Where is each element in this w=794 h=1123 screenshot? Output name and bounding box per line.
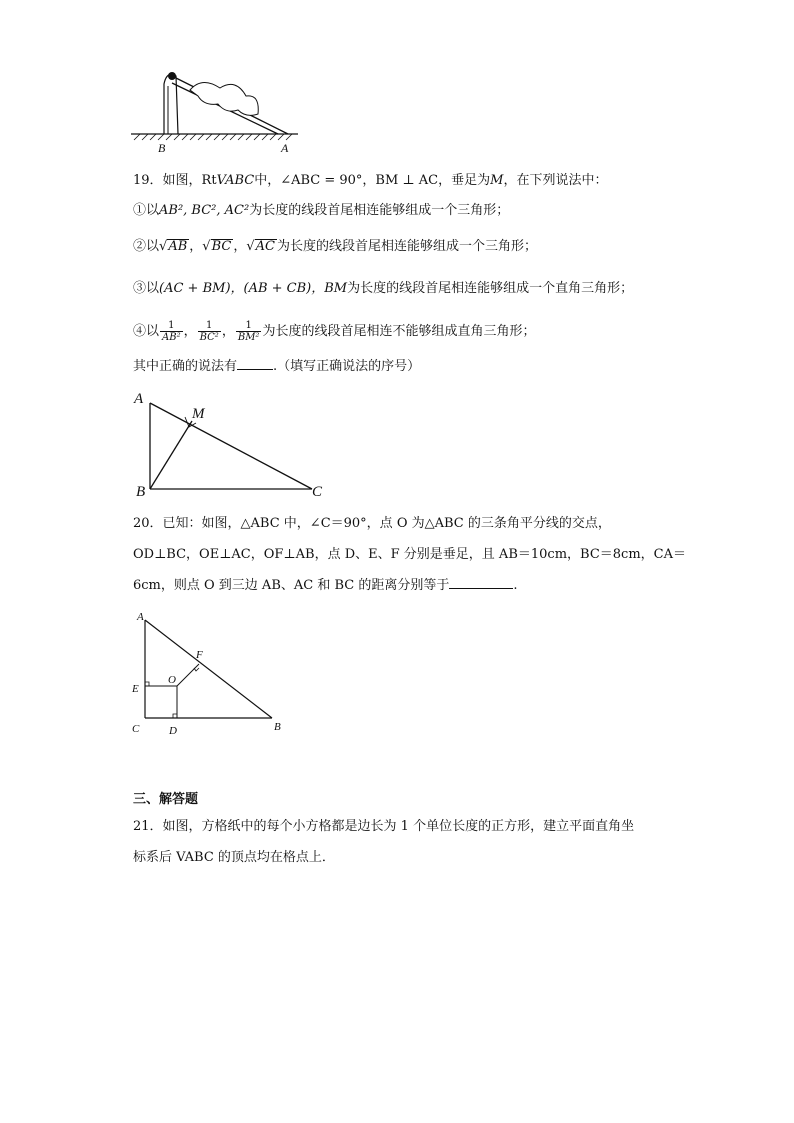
answer-blank-19[interactable] [237, 357, 273, 370]
label-b: B [136, 484, 146, 500]
q21-line-1: 21．如图，方格纸中的每个小方格都是边长为 1 个单位长度的正方形，建立平面直角坐 [133, 819, 635, 834]
ladder-figure [128, 66, 303, 156]
q19-option-4: ④以 $\frac{1}{\text{AB²}}$ ， $\frac{1}{\text{BC²}}$ ， $\frac{1}{\text{BM²}}$ 为长度的线段首尾相连不能够组成直角三角形； [133, 320, 536, 343]
label-m: M [192, 406, 205, 422]
triangle-figure-20 [128, 606, 293, 741]
q19-option-1: ①以AB², BC², AC²为长度的线段首尾相连能够组成一个三角形； [133, 203, 510, 218]
fraction-ab: $\frac{1}{\text{AB²}}$ [162, 320, 181, 343]
q20-line-1: 20．已知：如图，△ABC 中，∠C＝90°，点 O 为△ABC 的三条角平分线的交点， [133, 516, 611, 531]
q19-option-3: ③以(AC + BM)，(AB + CB)，BM为长度的线段首尾相连能够组成一个直角三角形； [133, 281, 634, 296]
label-f: F [196, 649, 203, 661]
q19-ask: 其中正确的说法有 .（填写正确说法的序号） [133, 359, 421, 374]
label-b: B [274, 721, 281, 733]
section-title: 三、解答题 [133, 792, 199, 807]
triangle-figure-19 [128, 385, 333, 503]
label-d: D [169, 725, 177, 737]
q20-line-3: 6cm，则点 O 到三边 AB、AC 和 BC 的距离分别等于 . [133, 578, 518, 593]
q20-line-2: OD⊥BC，OE⊥AC，OF⊥AB，点 D、E、F 分别是垂足，且 AB＝10cm，BC＝8cm，CA＝ [133, 547, 686, 562]
q19-intro: 19．如图，RtVABC中，∠ABC = 90°，BM ⊥ AC，垂足为M，在下列说法中： [133, 173, 608, 188]
fraction-bm: $\frac{1}{\text{BM²}}$ [237, 320, 260, 343]
label-c: C [312, 484, 323, 500]
label-b: B [158, 141, 166, 155]
label-a: A [137, 611, 144, 623]
label-e: E [132, 683, 139, 695]
label-a: A [281, 141, 289, 155]
q21-line-2: 标系后 VABC 的顶点均在格点上． [133, 850, 335, 865]
label-a: A [134, 391, 144, 407]
fraction-bc: $\frac{1}{\text{BC²}}$ [199, 320, 219, 343]
q19-option-2: ②以√AB ，√BC ，√AC 为长度的线段首尾相连能够组成一个三角形； [133, 239, 537, 254]
answer-blank-20[interactable] [449, 576, 513, 589]
label-c: C [132, 723, 140, 735]
label-o: O [168, 674, 176, 686]
